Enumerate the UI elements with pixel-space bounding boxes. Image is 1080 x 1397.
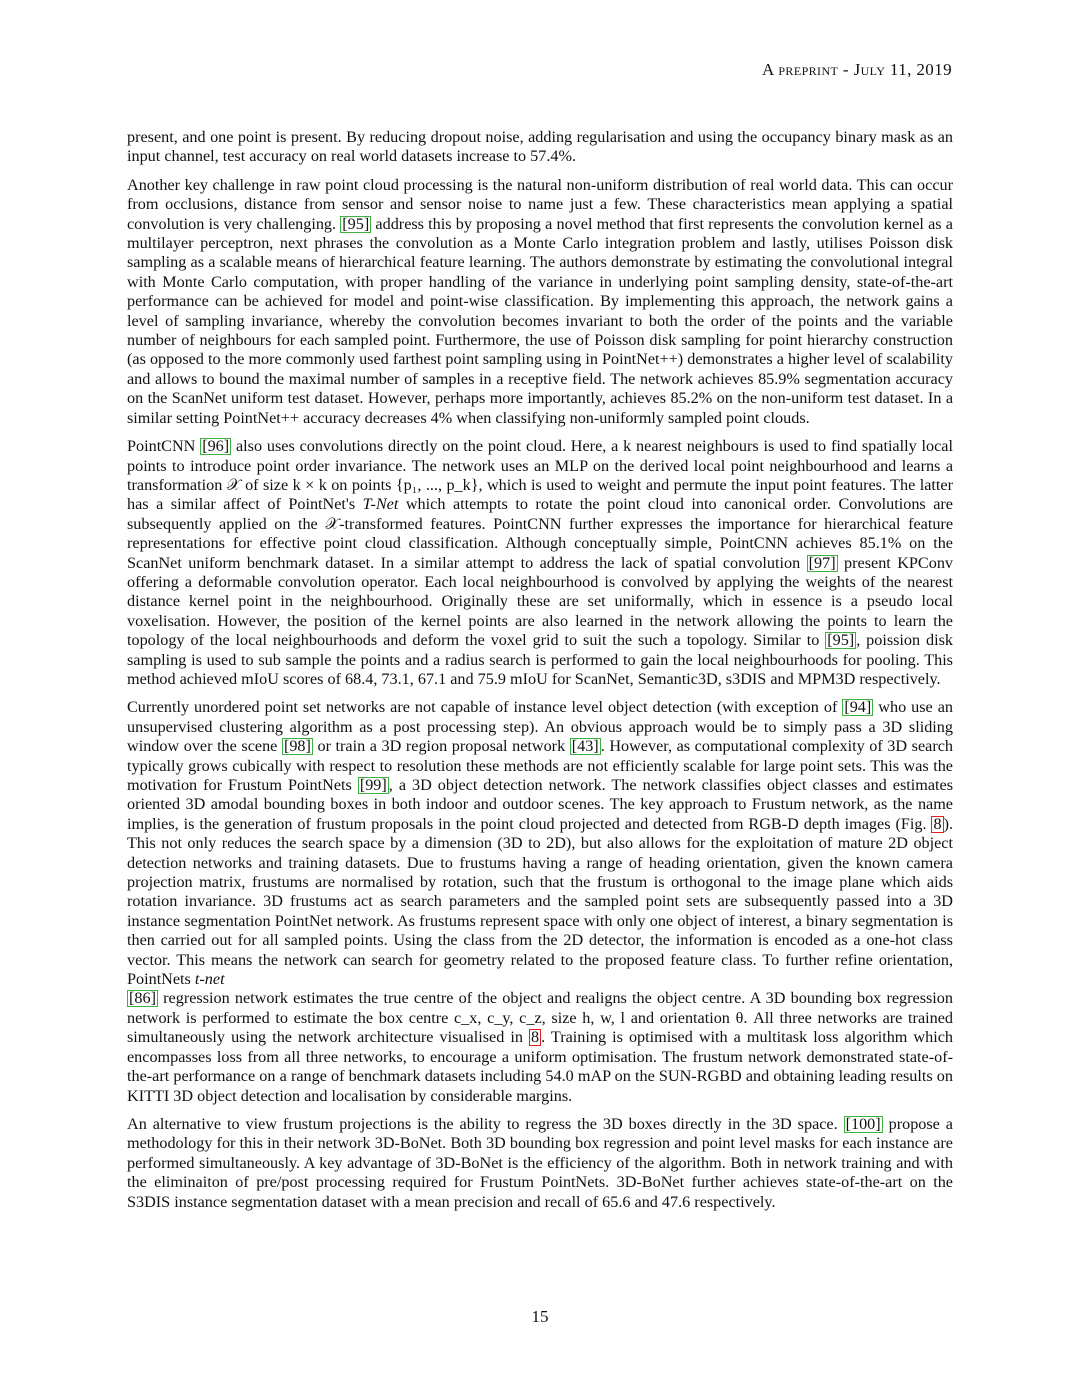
paragraph: Another key challenge in raw point cloud processing is the natural non-uniform distribution of real world data. This can occur from occlusions, distance from sensor and sensor noise to name just a few. These characteristics mean applying a spatial convolution is very challenging. [95] address this by proposing a novel method that first represents the convolution kernel as a multilayer perceptron, next phrases the convolution as a Monte Carlo integration problem and lastly, utilises Poisson disk sampling as a scalable means of hierarchical feature learning. The authors demonstrate by estimating the convolutional integral with Monte Carlo computation, with proper handling of the variance in underlying point sampling density, state-of-the-art performance can be achieved for model and point-wise classification. By implementing this approach, the network gains a level of sampling invariance, whereby the convolution becomes invariant to both the order of the points and the variable number of neighbours for each sampled point. Furthermore, the use of Poisson disk sampling for point hierarchy construction (as opposed to the more commonly used farthest point sampling using in PointNet++) demonstrates a higher level of scalability and allows to bound the maximal number of samples in a receptive field. The network achieves 85.9% segmentation accuracy on the ScanNet uniform test dataset. However, perhaps more importantly, achieves 85.2% on the non-uniform test dataset. In a similar setting PointNet++ accuracy decreases 4% when classifying non-uniformly sampled point clouds. [127, 175, 953, 427]
paragraph: Currently unordered point set networks are not capable of instance level object detection (with exception of [94] who use an unsupervised clustering algorithm as a post processing step). An obvious approach would be to simply pass a 3D sliding window over the scene [98] or train a 3D region proposal network [43] . However, as computational complexity of 3D search typically grows cubically with respect to resolution these methods are not efficiently scalable for large point sets. This was the motivation for Frustum PointNets [99] , a 3D object detection network. The network classifies object classes and estimates oriented 3D amodal bounding boxes in both indoor and outdoor scenes. The key approach to Frustum network, as the name implies, is the generation of frustum proposals in the point cloud projected and detected from RGB-D depth images (Fig. 8 ). This not only reduces the search space by a dimension (3D to 2D), but also allows for the exploitation of mature 2D object detection networks and training datasets. Due to frustums having a range of heading orientation, given the known camera projection matrix, frustums are normalised by rotation, such that the frustum is orthogonal to the image plane which aids rotation invariance. 3D frustums act as search parameters and the sampled point sets are subsequently passed into a 3D instance segmentation PointNet network. As frustums represent space with only one object of interest, a binary segmentation is then carried out for all sampled points. Using the class from the 2D detector, the information is encoded as a one-hot class vector. This means the network can search for geometry related to the proposed feature class. To further refine orientation, PointNets t-net [86] regression network estimates the true centre of the object and realigns the object centre. A 3D bounding box regression network is performed to estimate the box centre c_x, c_y, c_z, size h, w, l and orientation θ. All three networks are trained simultaneously using the network architecture visualised in 8 . Training is optimised with a multitask loss algorithm which encompasses loss from all three networks, to encourage a uniform optimisation. The frustum network demonstrated state-of-the-art performance on a range of benchmark datasets including 54.0 mAP on the SUN-RGBD and obtaining leading results on KITTI 3D object detection and localisation by considerable margins. [127, 698, 954, 1105]
citation-link[interactable]: [95] [827, 631, 855, 650]
paragraph: An alternative to view frustum projections is the ability to regress the 3D boxes directly in the 3D space. [100] propose a methodology for this in their network 3D-BoNet. Both 3D bounding box regression and point level masks for each instance are performed simultaneously. A key advantage of 3D-BoNet is the efficiency of the algorithm. Both in network training and with the eliminaiton of pre/post processing required for Frustum PointNets. 3D-BoNet further achieves state-of-the-art on the S3DIS instance segmentation dataset with a mean precision and recall of 65.6 and 47.6 respectively. [127, 1114, 953, 1211]
emphasis-term: t-net [194, 970, 225, 989]
emphasis-term: T-Net [362, 495, 399, 514]
citation-link[interactable]: [98] [283, 737, 311, 756]
figure-ref-link[interactable]: 8 [530, 1028, 540, 1047]
citation-link[interactable]: [95] [342, 214, 370, 233]
citation-link[interactable]: [100] [845, 1114, 881, 1133]
running-header: A preprint - July 11, 2019 [761, 60, 952, 79]
page-number: 15 [531, 1307, 549, 1326]
citation-link[interactable]: [94] [844, 698, 872, 717]
citation-link[interactable]: [43] [571, 737, 599, 756]
citation-link[interactable]: [96] [202, 437, 230, 456]
citation-link[interactable]: [97] [808, 553, 836, 572]
page-body [127, 128, 953, 1221]
citation-link[interactable]: [99] [359, 776, 387, 794]
figure-ref-link[interactable]: 8 [933, 814, 942, 833]
paragraph: present, and one point is present. By reducing dropout noise, adding regularisation and using the occupancy binary mask as an input channel, test accuracy on real world datasets increase to 57.4%. [127, 128, 953, 166]
paragraph: PointCNN [96] also uses convolutions directly on the point cloud. Here, a k nearest neighbours is used to find spatially local points to introduce point order invariance. The network uses an MLP on the derived local point neighbourhood and learns a transformation 𝒳 of size k × k on points {p₁, ..., p_k}, which is used to weight and permute the input point features. The latter has a similar affect of PointNet's T-Net which attempts to rotate the point cloud into canonical order. Convolutions are subsequently applied on the 𝒳-transformed features. PointCNN further expresses the importance for hierarchical feature representations for effective point cloud classification. Although conceptually simple, PointCNN achieves 85.1% on the ScanNet uniform benchmark dataset. In a similar attempt to address the lack of spatial convolution [97] present KPConv offering a deformable convolution operator. Each local neighbourhood is convolved by applying the weights of the nearest distance kernel point in the neighbourhood. Originally these are set uniformally, which in essence is a pseudo local voxelisation. However, the position of the kernel points are also learned in the network allowing the points to learn the topology of the local neighbourhoods and deform the voxel grid to suit the such a topology. Similar to [95] , poission disk sampling is used to sub sample the points and a radius search is performed to gain the local neighbourhoods for pooling. This method achieved mIoU scores of 68.4, 73.1, 67.1 and 75.9 mIoU for ScanNet, Semantic3D, s3DIS and MPM3D respectively. [127, 437, 954, 688]
citation-link[interactable]: [86] [129, 989, 156, 1008]
